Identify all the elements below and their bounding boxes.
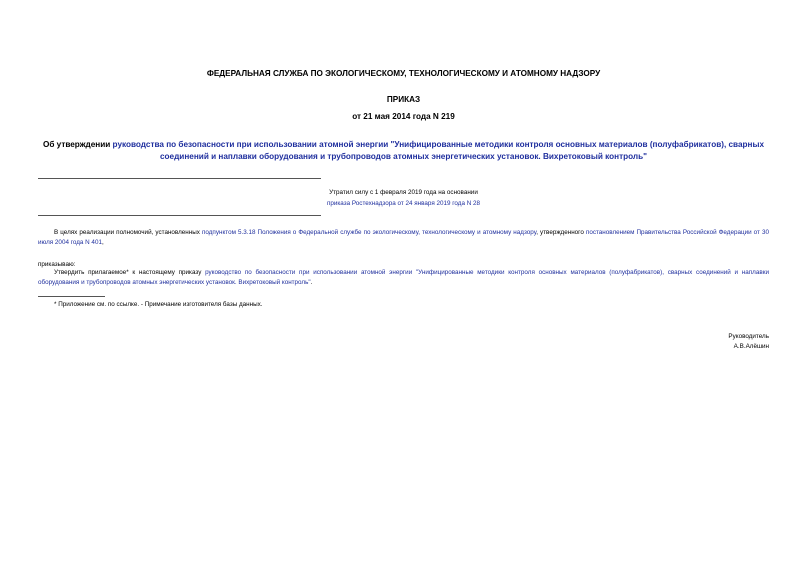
signature-role: Руководитель xyxy=(728,333,769,340)
preamble-text-1: В целях реализации полномочий, установленных xyxy=(54,229,202,236)
regulation-link[interactable]: подпунктом 5.3.18 Положения о Федеральной службе по экологическому, технологическому и атомному надзору xyxy=(201,229,537,236)
divider-bottom xyxy=(38,215,321,216)
status-note-link[interactable]: приказа Ростехнадзора от 24 января 2019 года N 28 xyxy=(326,200,481,207)
preamble-paragraph xyxy=(38,228,769,247)
divider-top xyxy=(38,178,321,179)
signature-name: А.В.Алёшин xyxy=(733,343,769,350)
status-note-line: Утратил силу с 1 февраля 2019 года на основании xyxy=(329,189,478,196)
preamble-text-3: , xyxy=(101,238,104,246)
approval-paragraph xyxy=(38,268,769,287)
agency-name: ФЕДЕРАЛЬНАЯ СЛУЖБА ПО ЭКОЛОГИЧЕСКОМУ, ТЕХНОЛОГИЧЕСКОМУ И АТОМНОМУ НАДЗОРУ xyxy=(206,69,601,78)
footnote-divider xyxy=(38,296,105,297)
approval-text-1: Утвердить прилагаемое* к настоящему приказу xyxy=(54,269,206,276)
document-title xyxy=(38,139,769,162)
preamble-text-2: , утвержденного xyxy=(536,229,586,236)
title-link[interactable]: руководства по безопасности при использовании атомной энергии "Унифицированные методики контроля основных материалов (полуфабрикатов), сварных соединений и наплавки оборудования и трубопроводов атомных энергетических установок. Вихретоковый контроль" xyxy=(112,140,765,161)
title-prefix: Об утверждении xyxy=(42,140,113,149)
document-date-number: от 21 мая 2014 года N 219 xyxy=(352,112,455,121)
document-type: ПРИКАЗ xyxy=(386,95,421,104)
footnote: * Приложение см. по ссылке. - Примечание изготовителя базы данных. xyxy=(54,301,263,308)
approval-text-2: . xyxy=(310,278,313,286)
government-decree-link[interactable]: постановлением Правительства Российской Федерации от 30 июля 2004 года N 401 xyxy=(38,229,769,246)
guide-link[interactable]: руководство по безопасности при использовании атомной энергии "Унифицированные методики контроля основных материалов (полуфабрикатов), сварных соединений и наплавки оборудования и трубопроводов атомных энергетических установок. Вихретоковый контроль" xyxy=(38,269,769,286)
order-word: приказываю: xyxy=(38,261,76,268)
